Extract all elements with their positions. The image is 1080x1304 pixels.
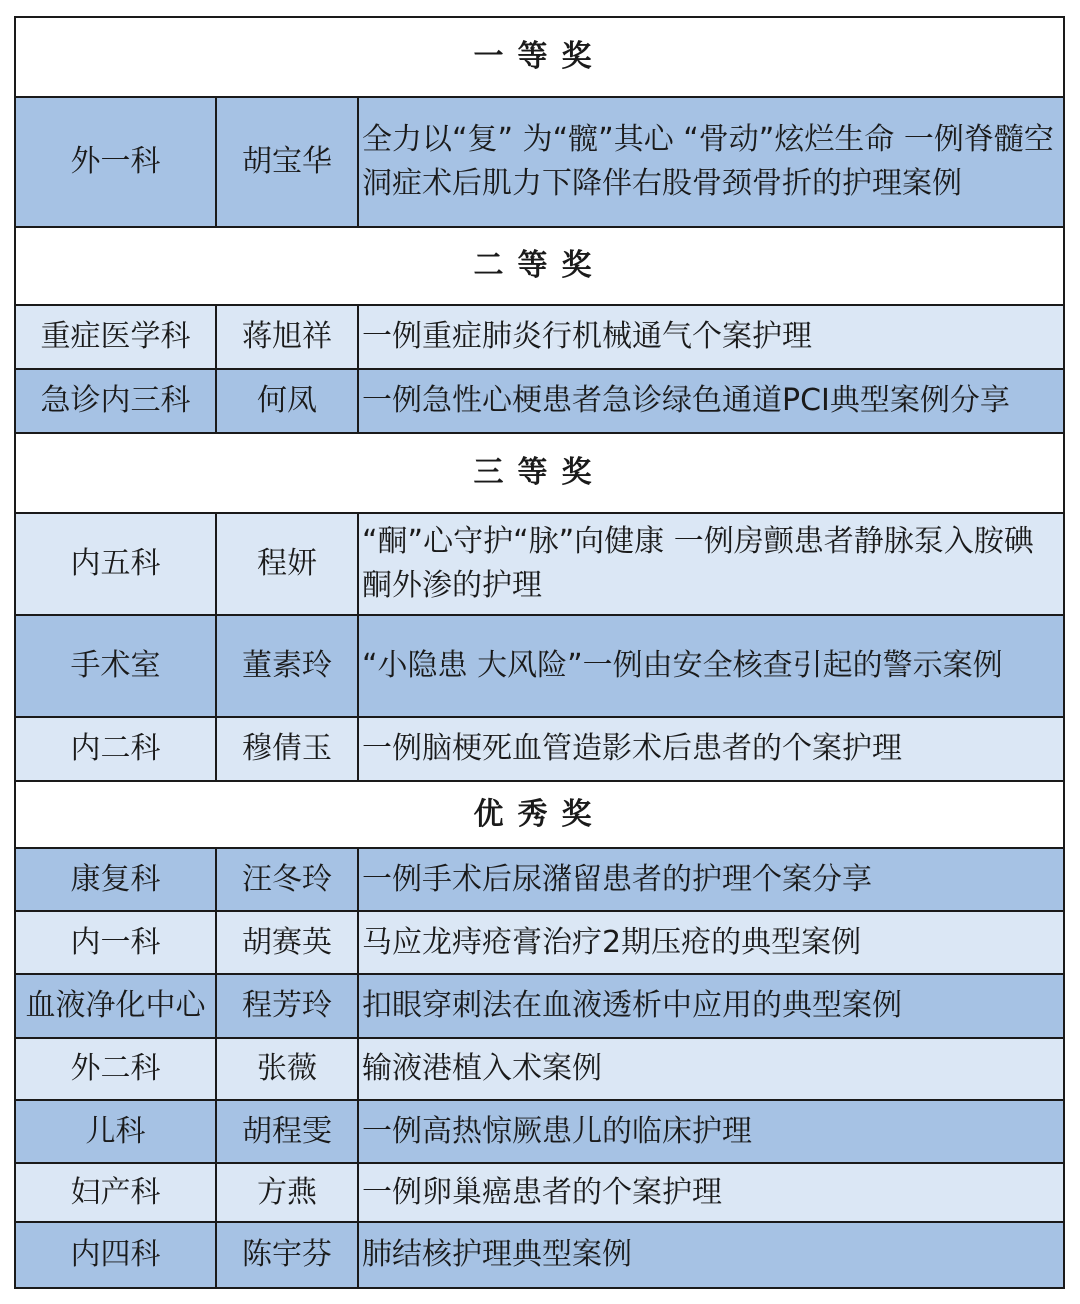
- name-cell: 汪冬玲: [216, 848, 358, 911]
- case-title-cell: 一例重症肺炎行机械通气个案护理: [358, 305, 1064, 369]
- table-row: [15, 369, 1064, 433]
- table-row: [15, 1038, 1064, 1100]
- department-cell: 急诊内三科: [15, 369, 216, 433]
- case-title-cell: 输液港植入术案例: [358, 1038, 1064, 1100]
- section-title-third-prize: 三等奖: [15, 433, 1064, 513]
- case-title-cell: 一例手术后尿潴留患者的护理个案分享: [358, 848, 1064, 911]
- case-title-cell: 肺结核护理典型案例: [358, 1222, 1064, 1288]
- department-cell: 外一科: [15, 97, 216, 227]
- table-row: [15, 717, 1064, 781]
- table-row: [15, 974, 1064, 1038]
- name-cell: 胡程雯: [216, 1100, 358, 1163]
- table-row: [15, 97, 1064, 227]
- name-cell: 穆倩玉: [216, 717, 358, 781]
- case-title-cell: 一例高热惊厥患儿的临床护理: [358, 1100, 1064, 1163]
- case-title-cell: “小隐患 大风险”一例由安全核查引起的警示案例: [358, 615, 1064, 717]
- case-title-cell: “酮”心守护“脉”向健康 一例房颤患者静脉泵入胺碘酮外渗的护理: [358, 513, 1064, 615]
- name-cell: 胡赛英: [216, 911, 358, 974]
- department-cell: 外二科: [15, 1038, 216, 1100]
- section-header-row: [15, 17, 1064, 97]
- table-row: [15, 848, 1064, 911]
- department-cell: 手术室: [15, 615, 216, 717]
- section-title-second-prize: 二等奖: [15, 227, 1064, 305]
- case-title-cell: 一例脑梗死血管造影术后患者的个案护理: [358, 717, 1064, 781]
- department-cell: 康复科: [15, 848, 216, 911]
- case-title-cell: 一例卵巢癌患者的个案护理: [358, 1163, 1064, 1222]
- department-cell: 内四科: [15, 1222, 216, 1288]
- table-row: [15, 615, 1064, 717]
- table-row: [15, 305, 1064, 369]
- name-cell: 程妍: [216, 513, 358, 615]
- name-cell: 胡宝华: [216, 97, 358, 227]
- case-title-cell: 马应龙痔疮膏治疗2期压疮的典型案例: [358, 911, 1064, 974]
- name-cell: 方燕: [216, 1163, 358, 1222]
- table-row: [15, 911, 1064, 974]
- table-row: [15, 513, 1064, 615]
- department-cell: 妇产科: [15, 1163, 216, 1222]
- name-cell: 董素玲: [216, 615, 358, 717]
- department-cell: 重症医学科: [15, 305, 216, 369]
- department-cell: 血液净化中心: [15, 974, 216, 1038]
- name-cell: 张薇: [216, 1038, 358, 1100]
- department-cell: 儿科: [15, 1100, 216, 1163]
- section-header-row: [15, 781, 1064, 848]
- section-title-first-prize: 一等奖: [15, 17, 1064, 97]
- section-header-row: [15, 227, 1064, 305]
- name-cell: 蒋旭祥: [216, 305, 358, 369]
- case-title-cell: 一例急性心梗患者急诊绿色通道PCI典型案例分享: [358, 369, 1064, 433]
- case-title-cell: 扣眼穿刺法在血液透析中应用的典型案例: [358, 974, 1064, 1038]
- department-cell: 内一科: [15, 911, 216, 974]
- department-cell: 内二科: [15, 717, 216, 781]
- section-header-row: [15, 433, 1064, 513]
- table-row: [15, 1100, 1064, 1163]
- table-row: [15, 1163, 1064, 1222]
- case-title-cell: 全力以“复” 为“髋”其心 “骨动”炫烂生命 一例脊髓空洞症术后肌力下降伴右股骨颈骨折的护理案例: [358, 97, 1064, 227]
- awards-table: [14, 16, 1065, 1289]
- table-row: [15, 1222, 1064, 1288]
- department-cell: 内五科: [15, 513, 216, 615]
- name-cell: 陈宇芬: [216, 1222, 358, 1288]
- name-cell: 何凤: [216, 369, 358, 433]
- section-title-excellence-award: 优秀奖: [15, 781, 1064, 848]
- name-cell: 程芳玲: [216, 974, 358, 1038]
